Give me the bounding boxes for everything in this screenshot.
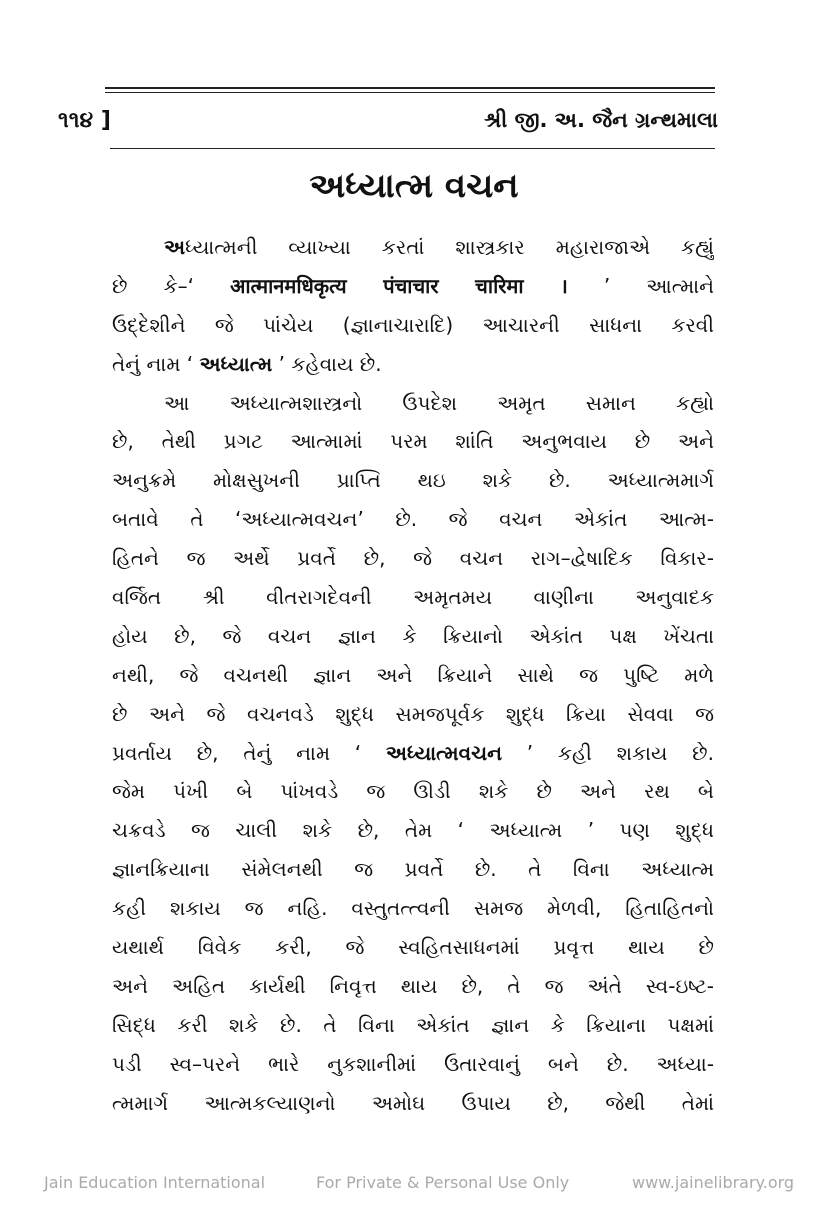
text-line [112,384,714,423]
chapter-title: અધ્યાત્મ વચન [309,166,519,206]
body-text [112,228,714,1122]
text-line [112,1006,714,1045]
text-line [112,734,714,773]
bold-text: અધ્યાત્મ [199,351,273,376]
text-segment: જ્ઞાનક્રિયાના સંમેલનથી જ પ્રવર્તે છે. તે વિના અધ્યાત્મ [112,857,714,882]
text-segment: હિતને જ અર્થે પ્રવર્તે છે, જે વચન રાગ–દ્વેષાદિક વિકાર- [112,546,714,571]
running-title: શ્રી જી. અ. જૈન ગ્રન્થમાલા [484,108,718,132]
text-segment: આ અધ્યાત્મશાસ્ત્રનો ઉપદેશ અમૃત સમાન કહ્યો [164,390,714,415]
text-line [112,772,714,811]
top-rule-thin [105,92,715,93]
text-segment: જેમ પંખી બે પાંખવડે જ ઊડી શકે છે અને રથ બે [112,779,714,804]
bold-text: आत्मानमधिकृत्य पंचाचार चारिमा । [230,273,568,298]
text-line [112,422,714,461]
text-segment: ધ્યાત્મની વ્યાખ્યા કરતાં શાસ્ત્રકાર મહારાજાએ કહ્યું [185,235,714,259]
text-segment: ત્મમાર્ગ આત્મકલ્યાણનો અમોઘ ઉપાય છે, જેથી તેમાં [112,1090,714,1115]
text-line [112,306,714,345]
text-line [112,889,714,928]
text-line [112,267,714,306]
text-segment: ’ કહી શકાય છે. [502,740,714,765]
top-rule-thick [105,87,715,89]
text-segment: ’ આત્માને [567,273,714,298]
text-line [112,1084,714,1123]
text-segment: બતાવે તે ‘અધ્યાત્મવચન’ છે. જે વચન એકાંત આત્મ- [112,507,714,532]
footer-usage-note: For Private & Personal Use Only [316,1173,570,1192]
text-segment: હોય છે, જે વચન જ્ઞાન કે ક્રિયાનો એકાંત પક્ષ ખેંચતા [112,623,714,648]
page-number: ૧૧૪ ] [58,108,111,133]
text-line [112,1045,714,1084]
text-segment: છે કે–‘ [112,273,231,298]
text-segment: પડી સ્વ–પરને ભારે નુકશાનીમાં ઉતારવાનું બને છે. અધ્યા- [112,1051,714,1076]
footer-publisher: Jain Education International [44,1173,266,1192]
text-line [112,967,714,1006]
text-segment: તેનું નામ ‘ [112,351,200,376]
text-segment: યથાર્થ વિવેક કરી, જે સ્વહિતસાધનમાં પ્રવૃત્ત થાય છે [112,935,714,960]
text-segment: ઉદ્દેશીને જે પાંચેય (જ્ઞાનાચારાદિ) આચારની સાધના કરવી [112,312,714,337]
text-line [112,617,714,656]
text-segment: ચક્રવડે જ ચાલી શકે છે, તેમ ‘ અધ્યાત્મ ’ પણ શુદ્ધ [112,818,714,843]
text-line [112,345,714,384]
text-line [112,695,714,734]
text-segment: નથી, જે વચનથી જ્ઞાન અને ક્રિયાને સાથે જ પુષ્ટિ મળે [112,662,714,687]
text-line [112,539,714,578]
header-rule [110,148,715,149]
text-line [112,656,714,695]
text-segment: સિદ્ધ કરી શકે છે. તે વિના એકાંત જ્ઞાન કે ક્રિયાના પક્ષમાં [112,1012,714,1037]
text-segment: વર્જિત શ્રી વીતરાગદેવની અમૃતમય વાણીના અનુવાદક [112,585,714,610]
text-line [112,928,714,967]
text-segment: અને અહિત કાર્યથી નિવૃત્ત થાય છે, તે જ અંતે સ્વ-ઇષ્ટ- [112,973,714,998]
text-line [112,461,714,500]
text-line [112,500,714,539]
text-segment: છે અને જે વચનવડે શુદ્ધ સમજપૂર્વક શુદ્ધ ક્રિયા સેવવા જ [112,701,714,726]
footer-website-link[interactable]: www.jainelibrary.org [632,1173,795,1192]
text-segment: ’ કહેવાય છે. [272,351,382,376]
text-line [112,850,714,889]
text-line [112,811,714,850]
text-segment: પ્રવર્તાય છે, તેનું નામ ‘ [112,740,386,765]
bold-text: અ [164,235,186,259]
text-segment: છે, તેથી પ્રગટ આત્મામાં પરમ શાંતિ અનુભવાય છે અને [112,429,714,454]
bold-text: અધ્યાત્મવચન [385,740,503,765]
text-line [112,228,714,267]
text-segment: કહી શકાય જ નહિ. વસ્તુતત્ત્વની સમજ મેળવી, હિતાહિતનો [112,896,714,921]
text-line [112,578,714,617]
text-segment: અનુક્રમે મોક્ષસુખની પ્રાપ્તિ થઇ શકે છે. અધ્યાત્મમાર્ગ [112,468,714,493]
